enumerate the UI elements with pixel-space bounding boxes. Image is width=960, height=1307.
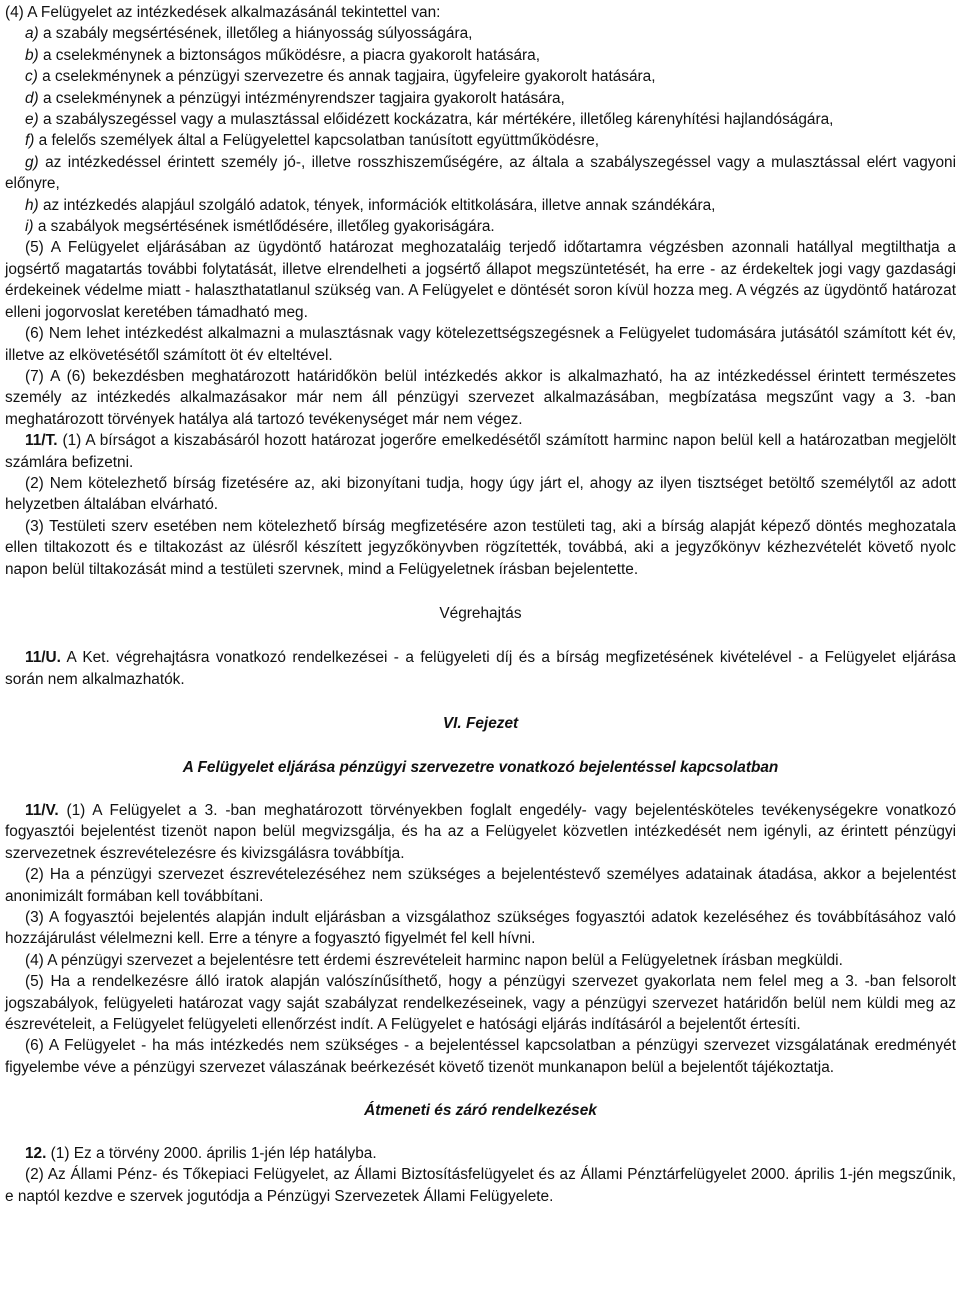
section-number: 11/V. xyxy=(25,802,59,819)
list-letter: a) xyxy=(25,25,39,43)
section-11u xyxy=(5,647,956,690)
section-number: 11/U. xyxy=(25,649,61,667)
section-11v-p5: (5) Ha a rendelkezésre álló iratok alapján valószínűsíthető, hogy a pénzügyi szervezet gyakorlata nem felel meg a 3. -ban felsorolt jogszabályok, felügyeleti határozat vagy saját szabályzat rendelkezéseinek, vagy a pénzügyi szervezet határidőn belül nem küldi meg az észrevételeit, a Felügyelet felügyeleti ellenőrzést indít. A Felügyelet e hatósági eljárás indításáról a bejelentőt értesíti. xyxy=(5,973,956,1034)
list-letter: g) xyxy=(25,153,39,171)
section-11t-p3: (3) Testületi szerv esetében nem kötelezhető bírság megfizetésére azon testületi tag, aki a bírság alapját képező döntés meghozatala ellen tiltakozott és e tiltakozást az ülésről készített jegyzőkönyvben rögzítették, továbbá, aki a jegyzőkönyv kézhezvételét követő nyolc napon belül tiltakozását mind a testületi szervnek, mind a Felügyeletnek írásban bejelentette. xyxy=(5,517,956,578)
spacer xyxy=(5,580,956,603)
list-text: a cselekménynek a pénzügyi intézményrendszer tagjaira gyakorolt hatására, xyxy=(38,89,565,107)
paragraph-5: (5) A Felügyelet eljárásában az ügydöntő határozat meghozataláig terjedő időtartamra végzésben azonnali hatállyal megtilthatja a jogsértő magatartás további folytatását, illetve elrendelheti a jogsértő állapot megszüntetését, ha erre - az érdekeltek jogi vagy gazdasági érdekeinek védelme miatt - halaszthatatlanul szükség van. A Felügyelet e döntését soron kívül hozza meg. A végzés az ügydöntő határozat elleni jogorvoslat keretében támadható meg. xyxy=(5,239,956,321)
list-text: a felelős személyek által a Felügyelettel kapcsolatban tanúsított együttműködésre, xyxy=(34,132,600,150)
section-11t-p2: (2) Nem kötelezhető bírság fizetésére az, aki bizonyítani tudja, hogy úgy járt el, ahogy az ilyen tisztséget betöltő személytől az adott helyzetben általában elvárható. xyxy=(5,474,956,514)
list-letter: h) xyxy=(25,196,39,214)
section-11v-p2: (2) Ha a pénzügyi szervezet észrevételezéséhez nem szükséges a bejelentéstevő személyes adatainak átadása, akkor a bejelentést anonimizált formában kell továbbítani. xyxy=(5,866,956,905)
spacer xyxy=(5,778,956,800)
list-item xyxy=(5,88,956,109)
section-11v-p4: (4) A pénzügyi szervezet a bejelentésre tett érdemi észrevételeit harminc napon belül a Felügyeletnek írásban megküldi. xyxy=(25,951,843,969)
section-text: (1) A bírságot a kiszabásáról hozott határozat jogerőre emelkedésétől számított harminc napon belül kell a határozatban megjelölt számlára befizetni. xyxy=(5,432,956,471)
list-letter: e) xyxy=(25,111,39,129)
list-item xyxy=(5,45,956,66)
list-letter: b) xyxy=(25,46,39,64)
section-11v-p1 xyxy=(5,800,956,864)
section-text: A Ket. végrehajtásra vonatkozó rendelkezései - a felügyeleti díj és a bírság megfizetésének kivételével - a Felügyelet eljárása során nem alkalmazhatók. xyxy=(5,649,956,688)
section-11v-p3: (3) A fogyasztói bejelentés alapján indult eljárásban a vizsgálathoz szükséges fogyasztói adatok kezeléséhez és továbbításához való hozzájárulást vélelmezni kell. Erre a tényre a fogyasztó figyelmét fel kell hívni. xyxy=(5,909,956,948)
paragraph-6: (6) Nem lehet intézkedést alkalmazni a mulasztásnak vagy kötelezettségszegésnek a Felügyelet tudomására jutásától számított két év, illetve az elkövetésétől számított öt év elteltével. xyxy=(5,325,956,364)
section-11t-p1 xyxy=(5,430,956,473)
section-11v-p6: (6) A Felügyelet - ha más intézkedés nem szükséges - a bejelentéssel kapcsolatban a pénzügyi szervezet vizsgálatának eredményét figyelembe véve a pénzügyi szervezet válaszának beérkezését követő tizenöt munkanapon belül a bejelentőt tájékoztatja. xyxy=(5,1037,956,1076)
list-item xyxy=(5,66,956,87)
spacer xyxy=(5,1122,956,1143)
section-number: 12. xyxy=(25,1144,47,1162)
list-letter: i) xyxy=(25,218,34,236)
list-text: a cselekménynek a pénzügyi szervezetre és annak tagjaira, ügyfeleire gyakorolt hatására, xyxy=(37,68,656,86)
spacer xyxy=(5,1078,956,1100)
spacer xyxy=(5,735,956,757)
list-text: a szabály megsértésének, illetőleg a hiányosság súlyosságára, xyxy=(38,25,473,43)
chapter-title: A Felügyelet eljárása pénzügyi szervezetre vonatkozó bejelentéssel kapcsolatban xyxy=(182,758,779,776)
list-item xyxy=(5,130,956,151)
list-text: az intézkedés alapjául szolgáló adatok, tények, információk eltitkolására, illetve annak szándékára, xyxy=(38,196,716,214)
list-letter: c) xyxy=(25,68,38,86)
final-provisions-heading: Átmeneti és záró rendelkezések xyxy=(364,1102,597,1120)
list-letter: d) xyxy=(25,89,39,107)
list-text: a cselekménynek a biztonságos működésre, a piacra gyakorolt hatására, xyxy=(38,46,541,64)
list-item xyxy=(5,109,956,130)
section-number: 11/T. xyxy=(25,432,58,450)
list-letter: f) xyxy=(25,132,35,150)
section-4-intro: (4) A Felügyelet az intézkedések alkalmazásánál tekintettel van: xyxy=(5,4,441,21)
list-item xyxy=(5,152,956,195)
list-item xyxy=(5,195,956,216)
spacer xyxy=(5,624,956,647)
list-item xyxy=(5,23,956,44)
heading-vegrehajtas: Végrehajtás xyxy=(439,604,522,622)
section-12-p1 xyxy=(5,1143,956,1164)
chapter-heading: VI. Fejezet xyxy=(442,715,519,733)
section-text: (1) Ez a törvény 2000. április 1-jén lép hatályba. xyxy=(46,1144,377,1162)
spacer xyxy=(5,690,956,713)
list-text: az intézkedéssel érintett személy jó-, illetve rosszhiszeműségére, az általa a szabályszegéssel vagy a mulasztással elért vagyoni előnyre, xyxy=(5,153,956,193)
paragraph-7: (7) A (6) bekezdésben meghatározott határidőkön belül intézkedés akkor is alkalmazható, ha az intézkedéssel érintett természetes személy az intézkedés alkalmazásakor már nem áll pénzügyi szervezet alkalmazásában, megbízatása megszűnt vagy a 3. -ban meghatározott törvények hatálya alá tartozó tevékenységet már nem végez. xyxy=(5,367,956,428)
list-text: a szabályszegéssel vagy a mulasztással előidézett kockázatra, kár mértékére, illetőleg kárenyhítési hajlandóságára, xyxy=(38,111,834,129)
section-12-p2: (2) Az Állami Pénz- és Tőkepiaci Felügyelet, az Állami Biztosításfelügyelet és az Állami Pénztárfelügyelet 2000. április 1-jén megszűnik, e naptól kezdve e szervek jogutódja a Pénzügyi Szervezetek Állami Felügyelete. xyxy=(5,1166,956,1205)
section-text: (1) A Felügyelet a 3. -ban meghatározott törvényekben foglalt engedély- vagy bejelentésköteles tevékenységekre vonatkozó fogyasztói bejelentést tizenöt napon belül megvizsgálja, és ha az a Felügyelet közvetlen intézkedését nem igényli, az érintett pénzügyi szervezetnek észrevételezésre és kivizsgálásra továbbítja. xyxy=(5,802,956,862)
list-text: a szabályok megsértésének ismétlődésére, illetőleg gyakoriságára. xyxy=(33,218,495,236)
list-item xyxy=(5,216,956,237)
